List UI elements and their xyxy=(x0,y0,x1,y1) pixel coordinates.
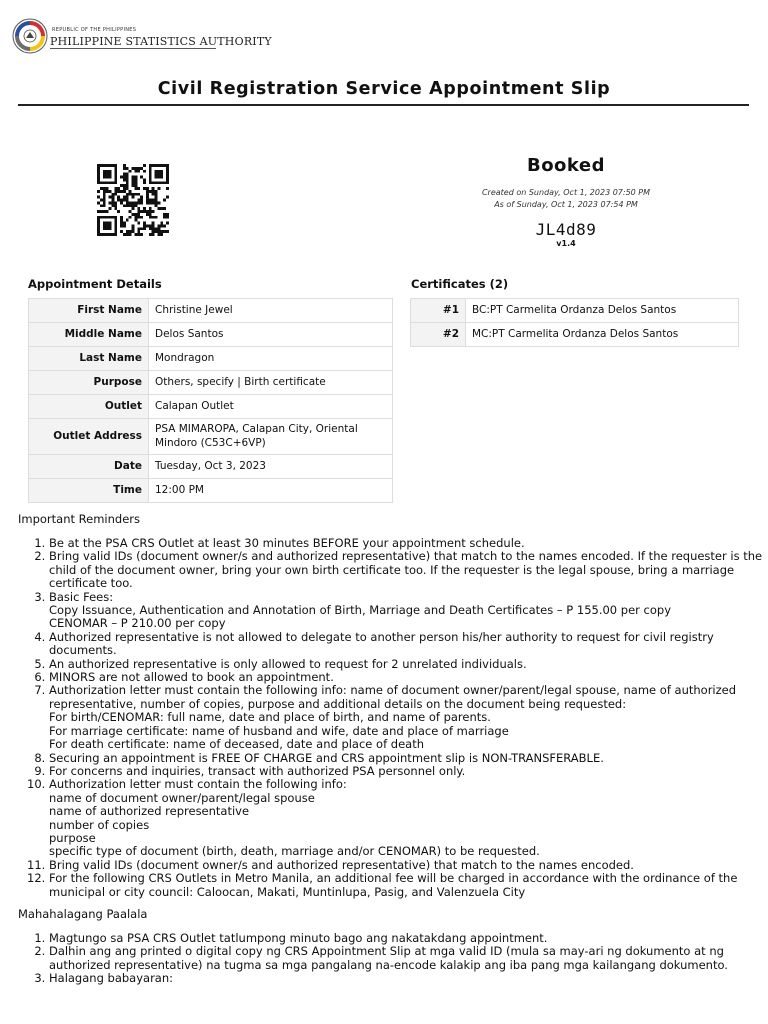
certificate-number: #1 xyxy=(411,299,466,323)
republic-label: REPUBLIC OF THE PHILIPPINES xyxy=(52,27,137,33)
field-label: Date xyxy=(29,455,149,479)
psa-underline xyxy=(50,48,216,49)
list-item-text: For death certificate: name of deceased, date and place of death xyxy=(49,737,424,752)
field-label: Time xyxy=(29,479,149,503)
reference-code: JL4d89 xyxy=(535,220,597,239)
list-item-text: MINORS are not allowed to book an appointment. xyxy=(49,670,334,685)
list-item-text: CENOMAR – P 210.00 per copy xyxy=(49,616,226,631)
table-row xyxy=(29,371,393,395)
field-value: PSA MIMAROPA, Calapan City, Oriental Mindoro (C53C+6VP) xyxy=(149,419,393,455)
field-label: Purpose xyxy=(29,371,149,395)
list-item xyxy=(49,550,768,590)
table-row xyxy=(29,455,393,479)
list-item-text: Securing an appointment is FREE OF CHARGE and CRS appointment slip is NON-TRANSFERABLE. xyxy=(49,750,604,765)
list-item-text: For birth/CENOMAR: full name, date and place of birth, and name of parents. xyxy=(49,710,491,725)
field-label: Outlet xyxy=(29,395,149,419)
table-row xyxy=(411,323,739,347)
certificate-number: #2 xyxy=(411,323,466,347)
list-item-text: Authorized representative is not allowed to delegate to another person his/her authority to request for civil registry documents. xyxy=(49,629,714,658)
list-item-text: name of authorized representative xyxy=(49,804,250,819)
field-value: Calapan Outlet xyxy=(149,395,393,419)
list-item xyxy=(49,945,768,972)
field-value: Others, specify | Birth certificate xyxy=(149,371,393,395)
list-item-text: An authorized representative is only allowed to request for 2 unrelated individuals. xyxy=(49,656,527,671)
list-item xyxy=(49,671,768,684)
booking-status: Booked xyxy=(526,155,606,176)
paalala-list xyxy=(18,932,768,986)
version-label: v1.4 xyxy=(556,239,576,248)
list-item-text: Authorization letter must contain the following info: xyxy=(49,777,347,792)
list-item xyxy=(49,765,768,778)
field-label: First Name xyxy=(29,299,149,323)
field-value: Delos Santos xyxy=(149,323,393,347)
list-item-text: Be at the PSA CRS Outlet at least 30 minutes BEFORE your appointment schedule. xyxy=(49,536,525,550)
reminders-title: Important Reminders xyxy=(18,512,140,526)
field-value: Tuesday, Oct 3, 2023 xyxy=(149,455,393,479)
list-item-text: For concerns and inquiries, transact with authorized PSA personnel only. xyxy=(49,763,466,778)
list-item-text: Authorization letter must contain the following info: name of document owner/parent/legal spouse, name of authorized representative, number of copies, purpose and additional details on the document being requested: xyxy=(49,683,737,711)
list-item-text: Magtungo sa PSA CRS Outlet tatlumpong minuto bago ang nakatakdang appointment. xyxy=(49,931,548,945)
list-item-text: Bring valid IDs (document owner/s and authorized representative) that match to the names encoded. If the requester is the child of the document owner, bring your own birth certificate too. If the requester is the legal spouse, bring a marriage certificate too. xyxy=(49,549,763,591)
field-value: Mondragon xyxy=(149,347,393,371)
table-row xyxy=(29,347,393,371)
field-value: 12:00 PM xyxy=(149,479,393,503)
certificate-value: BC:PT Carmelita Ordanza Delos Santos xyxy=(466,299,739,323)
as-of-timestamp: As of Sunday, Oct 1, 2023 07:54 PM xyxy=(494,200,638,209)
qr-code-icon xyxy=(95,164,171,236)
list-item xyxy=(49,932,768,945)
table-row xyxy=(29,419,393,455)
list-item xyxy=(49,537,768,550)
table-row xyxy=(29,395,393,419)
field-label: Middle Name xyxy=(29,323,149,347)
table-row xyxy=(29,479,393,503)
appointment-details-table xyxy=(28,298,393,503)
list-item-text: Halagang babayaran: xyxy=(49,971,174,986)
details-heading: Appointment Details xyxy=(28,277,162,291)
field-label: Last Name xyxy=(29,347,149,371)
field-value: Christine Jewel xyxy=(149,299,393,323)
list-item-text: name of document owner/parent/legal spouse xyxy=(49,790,315,805)
table-row xyxy=(411,299,739,323)
list-item-text: Copy Issuance, Authentication and Annotation of Birth, Marriage and Death Certificates – P 155.00 per copy xyxy=(49,603,671,618)
psa-seal-icon xyxy=(12,18,48,54)
psa-header xyxy=(12,14,312,62)
list-item xyxy=(49,972,768,985)
list-item xyxy=(49,778,768,858)
list-item xyxy=(49,872,768,899)
list-item xyxy=(49,631,768,658)
psa-name: PHILIPPINE STATISTICS AUTHORITY xyxy=(50,35,272,48)
list-item xyxy=(49,591,768,631)
list-item-text: number of copies xyxy=(49,817,150,832)
list-item-text: Basic Fees: xyxy=(49,589,114,604)
list-item-text: purpose xyxy=(49,830,96,845)
list-item-text: For marriage certificate: name of husband and wife, date and place of marriage xyxy=(49,723,509,738)
list-item xyxy=(49,859,768,872)
list-item-text: specific type of document (birth, death, marriage and/or CENOMAR) to be requested. xyxy=(49,844,540,859)
table-row xyxy=(29,323,393,347)
title-divider xyxy=(18,104,749,106)
list-item xyxy=(49,684,768,751)
list-item xyxy=(49,658,768,671)
list-item-text: For the following CRS Outlets in Metro Manila, an additional fee will be charged in accordance with the ordinance of the municipal or city council: Caloocan, Makati, Muntinlupa, Pasig, and Valenzuela City xyxy=(49,871,738,899)
list-item xyxy=(49,752,768,765)
list-item-text: Bring valid IDs (document owner/s and authorized representative) that match to the names encoded. xyxy=(49,857,634,872)
list-item-text: Dalhin ang ang printed o digital copy ng CRS Appointment Slip at mga valid ID (mula sa may-ari ng dokumento at ng authorized representative) na tugma sa mga pangalang na-encode kalakip ang iba pang mga kailangang dokumento. xyxy=(49,944,728,972)
field-label: Outlet Address xyxy=(29,419,149,455)
reminders-list xyxy=(18,537,768,899)
certificate-value: MC:PT Carmelita Ordanza Delos Santos xyxy=(466,323,739,347)
certificates-heading: Certificates (2) xyxy=(411,277,509,291)
paalala-title: Mahahalagang Paalala xyxy=(18,907,148,921)
created-timestamp: Created on Sunday, Oct 1, 2023 07:50 PM xyxy=(481,188,651,197)
table-row xyxy=(29,299,393,323)
certificates-table xyxy=(410,298,739,347)
page-title: Civil Registration Service Appointment Slip xyxy=(157,79,611,99)
